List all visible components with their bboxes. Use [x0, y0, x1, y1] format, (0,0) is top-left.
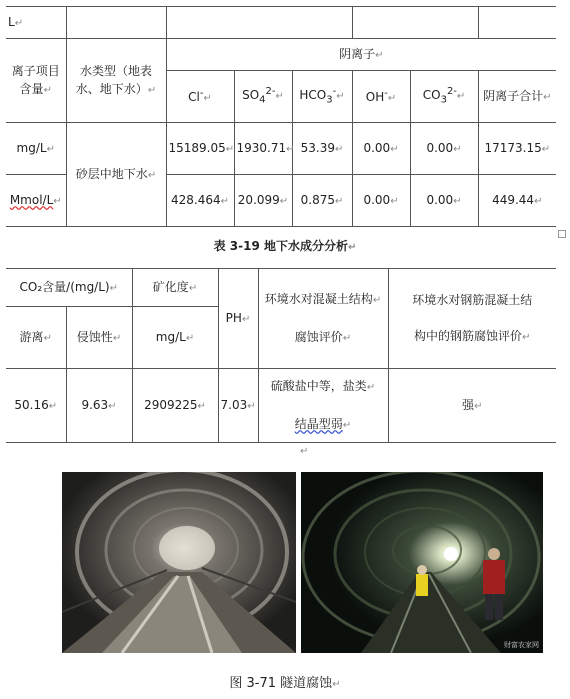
tunnel-photo-right [301, 472, 543, 653]
mmol-oh: 0.00↵ [352, 175, 410, 227]
col-co3: $CO_3^{2-}↵$ [410, 71, 478, 123]
concrete-eval: 硫酸盐中等，盐类↵ 结晶型弱↵ [258, 369, 388, 443]
col-hco3: $HCO_3^-↵$ [292, 71, 352, 123]
mgl-cl: 15189.05↵ [166, 123, 234, 175]
tunnel-illustration-left [62, 472, 296, 653]
col-total: 阴离子合计↵ [478, 71, 556, 123]
empty-cell [166, 7, 352, 39]
unit-mgl: mg/L↵ [6, 123, 66, 175]
erosive-co2-label: 侵蚀性↵ [66, 307, 132, 369]
col-so4: $SO_4^{2-}↵$ [234, 71, 292, 123]
empty-cell [66, 7, 166, 39]
rebar-eval: 强↵ [388, 369, 556, 443]
unit-fragment: L↵ [6, 7, 66, 39]
empty-cell [478, 7, 556, 39]
mgl-hco3: 53.39↵ [292, 123, 352, 175]
figure-caption: 图 3-71 隧道腐蚀↵ [229, 676, 341, 691]
mineral-unit: mg/L↵ [132, 307, 218, 369]
col-oh: OH-↵ [352, 71, 410, 123]
mgl-total: 17173.15↵ [478, 123, 556, 175]
rebar-header: 环境水对钢筋混凝土结 构中的钢筋腐蚀评价↵ [388, 269, 556, 369]
ph-value: 7.03↵ [218, 369, 258, 443]
watermark: 财富农家网 [504, 641, 539, 649]
col-cl: Cl-↵ [166, 71, 234, 123]
mmol-co3: 0.00↵ [410, 175, 478, 227]
tunnel-photo-left [62, 472, 296, 653]
mgl-co3: 0.00↵ [410, 123, 478, 175]
water-type-value: 砂层中地下水↵ [66, 123, 166, 227]
co2-header: CO₂含量/(mg/L)↵ [6, 269, 132, 307]
free-co2-label: 游离↵ [6, 307, 66, 369]
mgl-so4: 1930.71↵ [234, 123, 292, 175]
groundwater-composition-table [6, 6, 556, 227]
tunnel-illustration-right [301, 472, 543, 653]
anion-header: 阴离子↵ [166, 39, 556, 71]
empty-cell [352, 7, 478, 39]
mmol-cl: 428.464↵ [166, 175, 234, 227]
paragraph-mark: ↵ [300, 446, 309, 457]
table-caption: 表 3-19 地下水成分分析↵ [213, 239, 357, 253]
concrete-header: 环境水对混凝土结构↵ 腐蚀评价↵ [258, 269, 388, 369]
mineral-value: 2909225↵ [132, 369, 218, 443]
mgl-oh: 0.00↵ [352, 123, 410, 175]
ion-item-label: 离子项目含量↵ [6, 39, 66, 123]
mmol-total: 449.44↵ [478, 175, 556, 227]
water-type-label: 水类型（地表水、地下水）↵ [66, 39, 166, 123]
mmol-so4: 20.099↵ [234, 175, 292, 227]
unit-mmol: Mmol/L↵ [6, 175, 66, 227]
mmol-hco3: 0.875↵ [292, 175, 352, 227]
mineral-header: 矿化度↵ [132, 269, 218, 307]
erosive-co2-value: 9.63↵ [66, 369, 132, 443]
corrosion-evaluation-table [6, 268, 556, 443]
free-co2-value: 50.16↵ [6, 369, 66, 443]
ph-header: PH↵ [218, 269, 258, 369]
